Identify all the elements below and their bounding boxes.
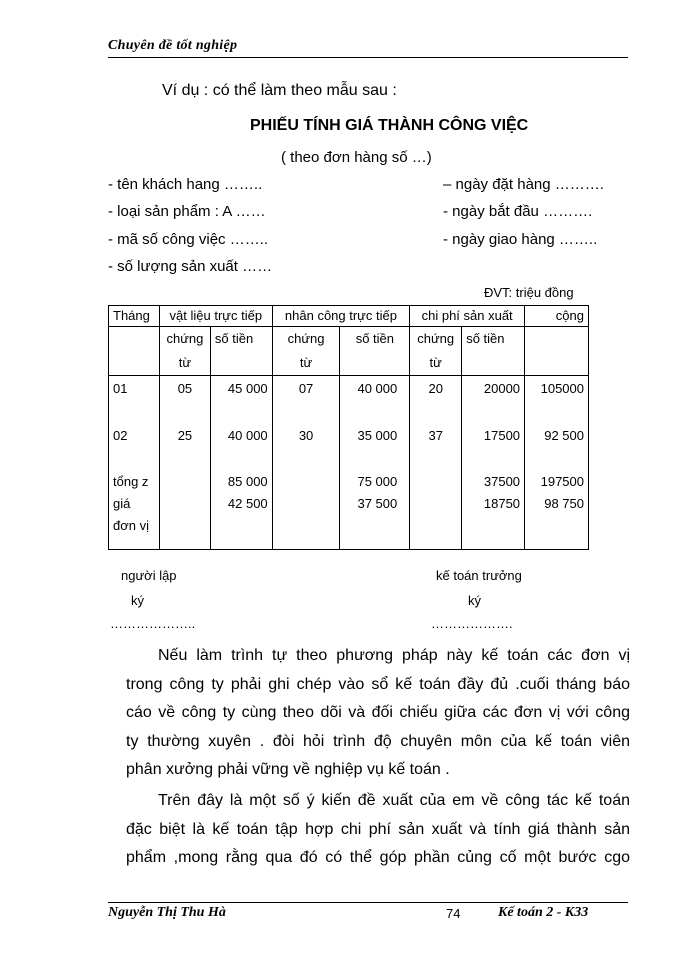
- cell-materials-voucher: 05: [159, 376, 210, 426]
- signature-preparer-line: ………………..: [110, 616, 196, 631]
- cell-overhead-amount: 20000: [462, 376, 525, 426]
- labor-unit-cost: 37 500: [357, 496, 398, 511]
- subheader-voucher: [410, 327, 462, 376]
- cell-month: 02: [109, 425, 160, 471]
- signature-preparer-sign: ký: [131, 593, 144, 608]
- cell-overhead-voucher: 37: [410, 425, 462, 471]
- cell-blank: [159, 471, 210, 550]
- summary-label-total: tổng z: [113, 474, 149, 489]
- subheader-voucher: [159, 327, 210, 376]
- paragraph-line: Trên đây là một số ý kiến đề xuất của em về công tác kế toán: [158, 792, 630, 809]
- cell-materials-voucher: 25: [159, 425, 210, 471]
- labor-total: 75 000: [357, 474, 398, 489]
- cell-overhead-voucher: 20: [410, 376, 462, 426]
- subheader-amount: số tiền: [340, 327, 410, 376]
- paragraph-line: Nếu làm trình tự theo phương pháp này kế toán các đơn vị: [158, 647, 630, 664]
- cell-blank: [272, 471, 340, 550]
- materials-total: 85 000: [227, 474, 268, 489]
- paragraph-line: đặc biệt là kế toán tập hợp chi phí sản xuất và tính giá thành sản: [126, 820, 630, 838]
- form-title: PHIẾU TÍNH GIÁ THÀNH CÔNG VIỆC: [250, 117, 529, 134]
- cell-labor-voucher: 07: [272, 376, 340, 426]
- cell-labor-summary: [340, 471, 410, 550]
- header-direct-labor: nhân công trực tiếp: [272, 306, 410, 327]
- cell-labor-amount: 40 000: [340, 376, 410, 426]
- grand-total: 197500: [540, 474, 584, 489]
- cell-blank: [410, 471, 462, 550]
- form-subtitle: ( theo đơn hàng số …): [281, 149, 432, 166]
- field-customer-name: - tên khách hang ……..: [108, 176, 263, 193]
- cell-labor-voucher: 30: [272, 425, 340, 471]
- cell-total: 92 500: [525, 425, 589, 471]
- header-production-overhead: chi phí sản xuất: [410, 306, 525, 327]
- overhead-unit-cost: 18750: [483, 496, 521, 511]
- subheader-amount: số tiền: [210, 327, 272, 376]
- job-cost-table: [108, 305, 589, 550]
- signature-accountant-role: kế toán trưởng: [436, 568, 522, 583]
- paragraph-line: phân xưởng phải vững về nghiệp vụ kế toán .: [126, 761, 450, 778]
- grand-unit-cost: 98 750: [544, 496, 584, 511]
- field-product-type: - loại sản phẩm : A ……: [108, 203, 266, 220]
- paragraph-line: ty thường xuyên . đòi hỏi trình độ chuyên môn của kế toán viên: [126, 732, 630, 750]
- cell-summary-label: [109, 471, 160, 550]
- cell-month: 01: [109, 376, 160, 426]
- unit-label: ĐVT: triệu đồng: [484, 285, 574, 300]
- summary-label-unit: đơn vị: [113, 518, 149, 533]
- table-row: [109, 425, 589, 471]
- table-row: [109, 376, 589, 426]
- table-header-row: [109, 306, 589, 327]
- header-month: Tháng: [109, 306, 160, 327]
- voucher-line-1: chứng: [417, 331, 455, 346]
- overhead-total: 37500: [483, 474, 521, 489]
- field-start-date: - ngày bắt đầu ……….: [443, 203, 593, 220]
- footer-author: Nguyễn Thị Thu Hà: [108, 905, 226, 920]
- footer-page-number: 74: [446, 906, 461, 921]
- summary-label-price: giá: [113, 496, 131, 511]
- cell-overhead-amount: 17500: [462, 425, 525, 471]
- voucher-line-2: từ: [429, 355, 442, 370]
- subheader-amount: số tiền: [462, 327, 525, 376]
- signature-accountant-line: ……………….: [431, 616, 513, 631]
- paragraph-line: cáo về công ty cùng theo dõi và đối chiếu giữa các đơn vị với công: [126, 704, 630, 721]
- signature-accountant-sign: ký: [468, 593, 481, 608]
- paragraph-1: [126, 642, 630, 785]
- signature-preparer-role: người lập: [121, 568, 177, 583]
- paragraph-line: phẩm ,mong rằng qua đó có thể góp phần củng cố một bước cgo: [126, 849, 630, 866]
- cell-materials-amount: 45 000: [210, 376, 272, 426]
- subheader-blank: [525, 327, 589, 376]
- intro-text: Ví dụ : có thể làm theo mẫu sau :: [162, 82, 397, 99]
- materials-unit-cost: 42 500: [227, 496, 268, 511]
- table-subheader-row: [109, 327, 589, 376]
- field-delivery-date: - ngày giao hàng ……..: [443, 231, 598, 248]
- paragraph-line: trong công ty phải ghi chép vào sổ kế toán đầy đủ .cuối tháng báo: [126, 675, 630, 693]
- voucher-line-2: từ: [178, 355, 192, 370]
- field-order-date: – ngày đặt hàng ……….: [443, 176, 604, 193]
- footer-rule: [108, 902, 628, 903]
- cell-materials-amount: 40 000: [210, 425, 272, 471]
- footer-course: Kế toán 2 - K33: [498, 905, 589, 920]
- running-header-title: Chuyên đề tốt nghiệp: [108, 38, 238, 53]
- header-rule: [108, 57, 628, 58]
- cell-grand-summary: [525, 471, 589, 550]
- voucher-line-1: chứng: [287, 331, 325, 346]
- header-total: cộng: [525, 306, 589, 327]
- field-job-code: - mã số công việc ……..: [108, 231, 269, 248]
- voucher-line-2: từ: [299, 355, 313, 370]
- cell-materials-summary: [210, 471, 272, 550]
- cell-labor-amount: 35 000: [340, 425, 410, 471]
- paragraph-2: [126, 787, 630, 873]
- subheader-voucher: [272, 327, 340, 376]
- header-direct-materials: vật liệu trực tiếp: [159, 306, 272, 327]
- cell-total: 105000: [525, 376, 589, 426]
- voucher-line-1: chứng: [166, 331, 204, 346]
- field-quantity: - số lượng sản xuất ……: [108, 258, 273, 275]
- subheader-blank: [109, 327, 160, 376]
- cell-overhead-summary: [462, 471, 525, 550]
- table-summary-row: [109, 471, 589, 550]
